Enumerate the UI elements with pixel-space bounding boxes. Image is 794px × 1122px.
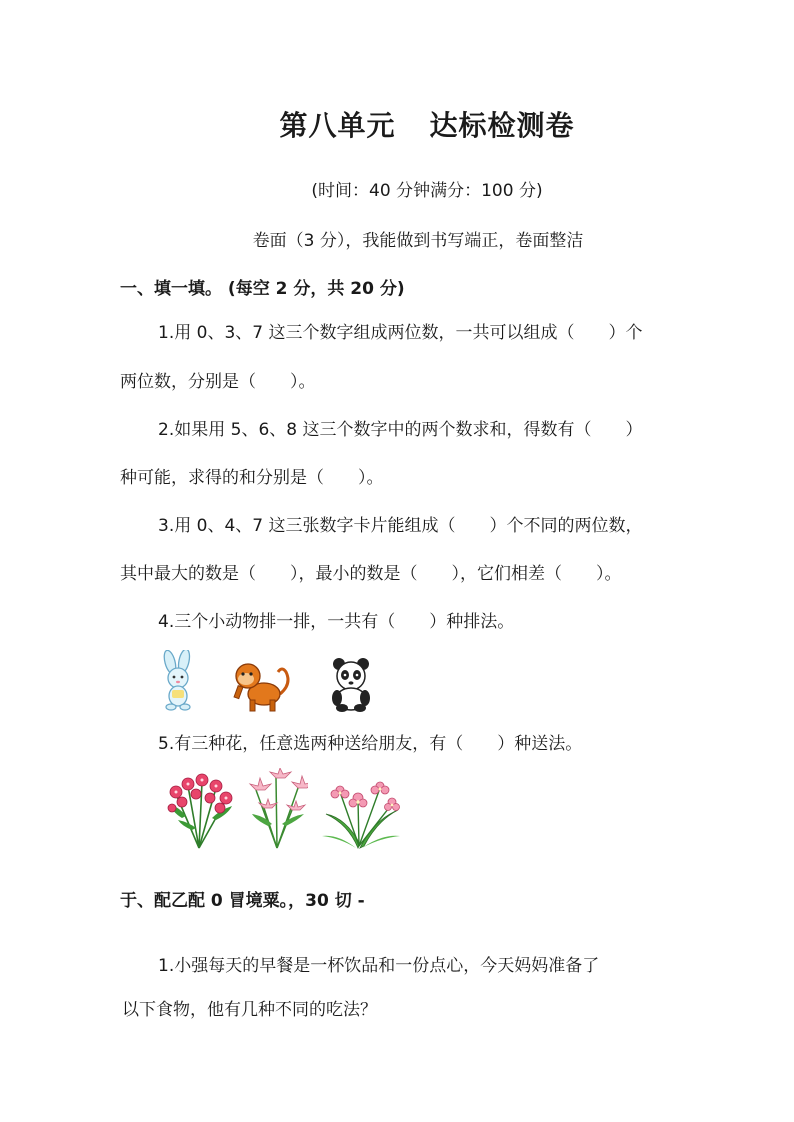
flower-pictures [162,768,402,850]
q2-line2: 种可能，求得的和分别是（ ）。 [120,468,384,488]
q4-text: 4.三个小动物排一排，一共有（ ）种排法。 [158,612,515,632]
q2-line1: 2.如果用 5、6、8 这三个数字中的两个数求和，得数有（ ） [158,420,643,440]
rabbit-icon [152,650,204,712]
time-score-info: (时间：40 分钟满分：100 分) [311,181,543,201]
section2-heading: 于、配乙配 0 冒境粟。，30 切 - [120,891,365,911]
pink-flower-plant-icon [318,774,402,850]
q1-line2: 两位数，分别是（ ）。 [120,372,316,392]
neatness-note: 卷面（3 分），我能做到书写端正，卷面整洁 [252,231,584,251]
red-flower-bouquet-icon [162,768,236,850]
section1-heading: 一、填一填。 (每空 2 分，共 20 分) [120,279,405,299]
q3-line1: 3.用 0、4、7 这三张数字卡片能组成（ ）个不同的两位数， [158,516,643,536]
animal-pictures [152,650,374,712]
monkey-icon [230,658,292,712]
s2-q1-line1: 1.小强每天的早餐是一杯饮品和一份点心，今天妈妈准备了 [158,956,600,976]
q3-line2: 其中最大的数是（ ），最小的数是（ ），它们相差（ ）。 [120,564,622,584]
panda-icon [328,656,374,712]
title-test: 达标检测卷 [429,109,575,142]
s2-q1-line2: 以下食物，他有几种不同的吃法？ [122,1000,377,1020]
pink-lily-bouquet-icon [246,768,308,850]
page-title [0,104,794,144]
title-unit: 第八单元 [279,109,396,142]
q1-line1: 1.用 0、3、7 这三个数字组成两位数，一共可以组成（ ）个 [158,323,643,343]
q5-text: 5.有三种花，任意选两种送给朋友，有（ ）种送法。 [158,734,583,754]
